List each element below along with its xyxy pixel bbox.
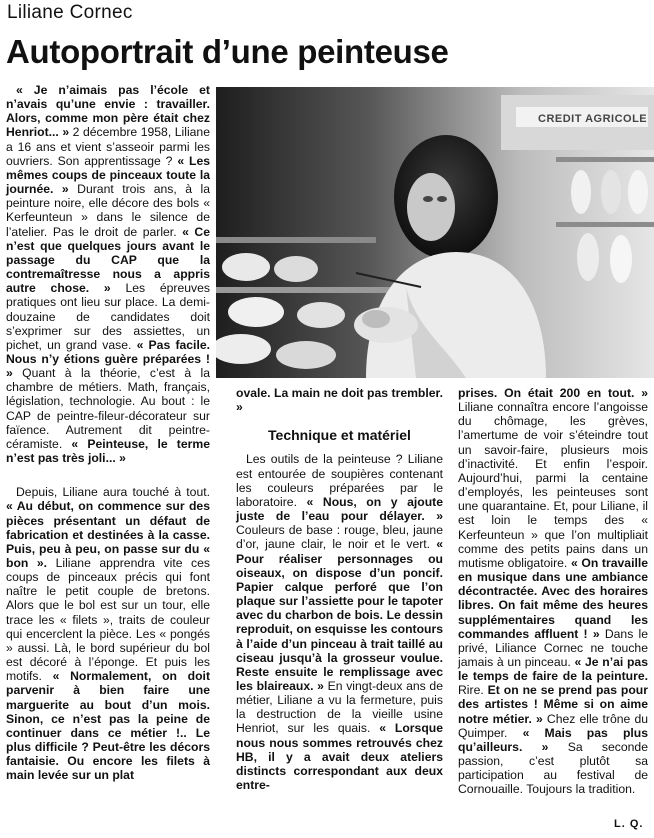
photo-painter-at-work bbox=[216, 87, 654, 378]
text-run: Liliane apprendra vite ces coups de pinceaux précis qui font naître le petit couple de bretons. Alors que le bol est sur un tour, elle trace les « filets », traits de couleur qui encerclent la pièce. Les « pongés » aussi. Là, le bord supérieur du bol est décoré à l’éponge. Et puis les motifs. bbox=[6, 556, 210, 684]
quote-run: ovale. La main ne doit pas trembler. » bbox=[236, 386, 443, 415]
text-run: Depuis, Liliane aura touché à tout. bbox=[16, 485, 210, 500]
text-run: En vingt-deux ans de métier, Liliane a vu la fermeture, puis la destruction de la vieille usine Henriot, sur les quais. bbox=[236, 678, 443, 736]
paragraph bbox=[236, 386, 443, 414]
paragraph bbox=[458, 386, 648, 797]
quote-run: « Pas facile. Nous n’y étions guère préparées ! » bbox=[6, 337, 210, 381]
paragraph bbox=[236, 452, 443, 792]
quote-run: « Mais pas plus qu’ailleurs. » bbox=[458, 725, 648, 754]
author-name: Liliane Cornec bbox=[7, 2, 133, 23]
text-run: Dans le privé, Liliance Cornec ne touche jamais à un pinceau. bbox=[458, 626, 648, 669]
text-run: Rire. bbox=[458, 683, 488, 698]
text-run: Durant trois ans, à la peinture noire, elle décore des bols « Kerfeunteun » dans le silence de l’atelier. Pas le droit de parler. bbox=[6, 182, 210, 239]
quote-run: « Je n’ai pas le temps de faire de la peinture. bbox=[458, 654, 648, 684]
text-run: Sa seconde passion, c’est plutôt sa participation au festival de Cornouaille. Toujours la tradition. bbox=[458, 739, 648, 797]
text-run: Couleurs de base : rouge, bleu, jaune d’or, jaune clair, le noir et le vert. bbox=[236, 523, 443, 552]
quote-run: « Peinteuse, le terme n’est pas très joli... » bbox=[6, 436, 210, 466]
quote-run: « Au début, on commence sur des pièces présentant un défaut de fabrication et destinées à la casse. Puis, peu à peu, on passe sur du « bon ». bbox=[6, 499, 210, 570]
signature: L. Q. bbox=[614, 818, 644, 830]
text-run: Liliane connaîtra encore l’angoisse du chômage, les grèves, l’amertume de voir s’éteindre tout un savoir-faire, plusieurs mois d’inactivité. Et enfin l’espoir. Aujourd’hui, parmi la centaine d’employés, les peinteuses sont une quarantaine. Et, pour Liliane, il est loin le temps des « Kerfeunteun » que l’on multipliait comme des petits pains dans un mutisme obligatoire. bbox=[458, 400, 648, 570]
quote-run: prises. On était 200 en tout. » bbox=[458, 386, 648, 400]
article-column-1 bbox=[6, 83, 210, 783]
quote-run: Et on ne se prend pas pour des artistes ! Même si on aime notre métier. » bbox=[458, 683, 648, 726]
text-run: Les épreuves pratiques ont lieu sur place. La demi-douzaine de candidates doit s’exprimer sur des assiettes, un pichet, un grand vase. bbox=[6, 281, 210, 352]
paragraph bbox=[6, 485, 210, 782]
quote-run: « Les mêmes coups de pinceaux toute la journée. » bbox=[6, 153, 210, 197]
quote-run: « Je n’aimais pas l’école et n’avais qu’une envie : travailler. Alors, comme mon père était chez Henriot... » bbox=[6, 83, 210, 140]
text-run: 2 décembre 1958, Liliane a 16 ans et vient s’asseoir parmi les ouvriers. Son apprentissage ? bbox=[6, 125, 210, 168]
section-subheading: Technique et matériel bbox=[268, 427, 411, 444]
headline: Autoportrait d’une peinteuse bbox=[6, 33, 449, 70]
quote-run: « Nous, on y ajoute juste de l’eau pour délayer. » bbox=[236, 494, 443, 524]
quote-run: « Pour réaliser personnages ou oiseaux, on dispose d’un poncif. Papier calque perforé que l’on plaque sur l’assiette pour le tapoter avec du charbon de bois. Le dessin reproduit, on esquisse les contours à l’aide d’un pinceau à trait taillé au ciseau jusqu’à la grosseur voulue. Reste ensuite le remplissage avec les blaireaux. » bbox=[236, 537, 443, 693]
quote-run: « Lorsque nous nous sommes retrouvés chez HB, il y a avait deux ateliers distincts correspondant aux deux entre- bbox=[236, 721, 443, 793]
article-column-3 bbox=[458, 386, 648, 797]
paragraph bbox=[6, 83, 210, 465]
text-run: Chez elle trône du Quimper. bbox=[458, 711, 649, 740]
text-run: Quant à la théorie, c’est à la chambre de métiers. Math, français, législation, technologie. Au bout : le CAP de peintre-fileur-décorateur sur faïence. Autrement dit peintre-céramiste. bbox=[6, 366, 210, 451]
quote-run: « On travaille en musique dans une ambiance décontractée. Avec des horaires libres. On fait même des heures supplémentaires quand les commandes affluent ! » bbox=[458, 555, 648, 641]
quote-run: « Ce n’est que quelques jours avant le passage du CAP que la contremaîtresse nous a appris autre chose. » bbox=[6, 224, 210, 296]
article-column-2 bbox=[236, 386, 443, 792]
photo-sign-text: CREDIT AGRICOLE bbox=[538, 113, 648, 125]
quote-run: « Normalement, on doit parvenir à bien faire une marguerite au bout d’un mois. Sinon, ce n’est pas la peine de continuer dans ce métier !.. Le plus difficile ? Peut-être les décors fantaisie. Ou encore les filets à main levée sur un plat bbox=[6, 669, 211, 783]
text-run: Les outils de la peinteuse ? Liliane est entourée de soupières contenant les couleurs préparées par le laboratoire. bbox=[236, 452, 443, 509]
